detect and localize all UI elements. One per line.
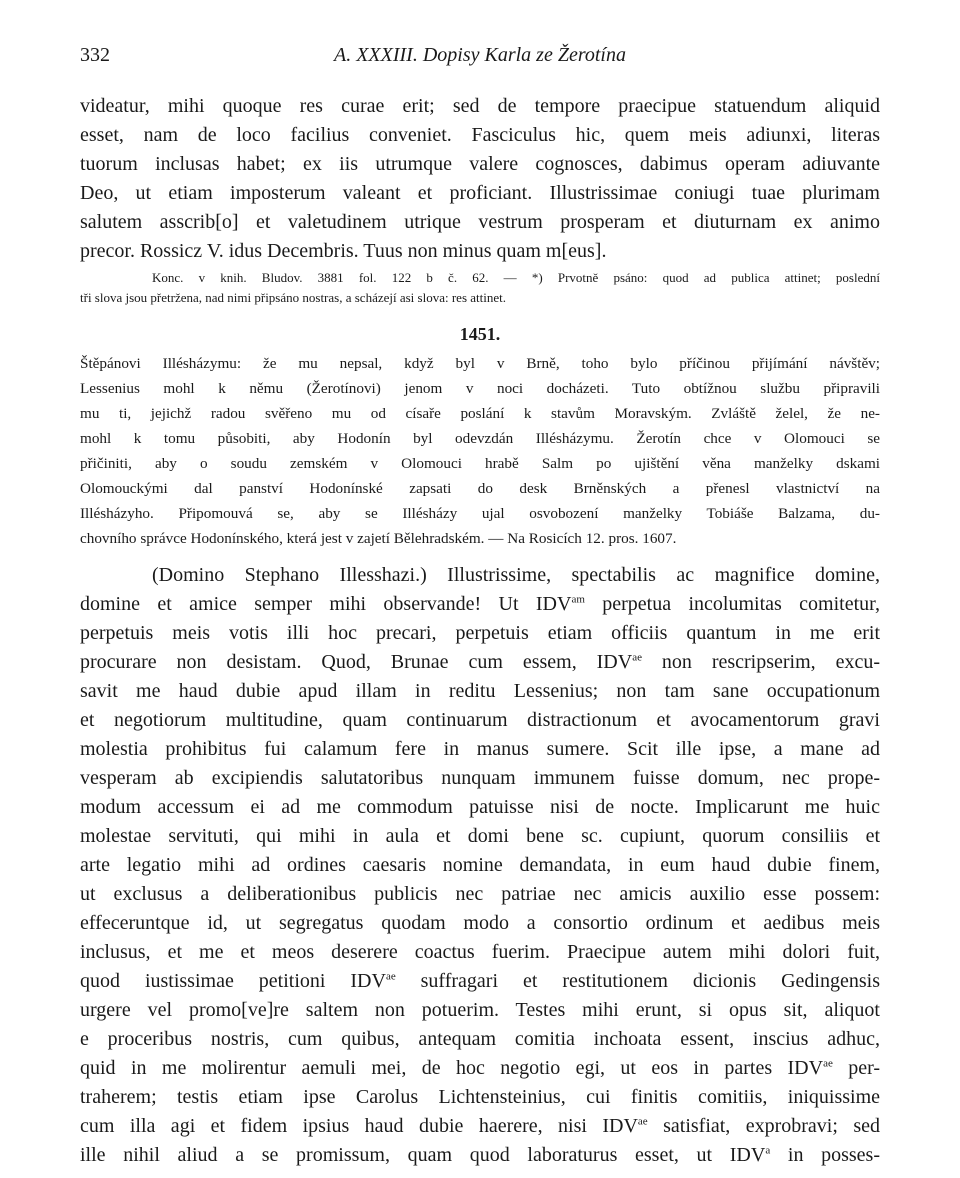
running-head <box>80 44 880 74</box>
regest-line: mu ti, jejichž radou svěřeno mu od císaře poslání k stavům Moravským. Zvláště želel, že ne- <box>80 405 880 422</box>
regest-line: chovního správce Hodonínského, která jest v zajetí Bělehradském. — Na Rosicích 12. pros. 1607. <box>80 530 677 547</box>
regest-line: Olomouckými dal panství Hodonínské zapsati do desk Brněnských a přenesl vlastnictví na <box>80 480 880 497</box>
abbreviation-superscript: ae <box>637 1115 648 1128</box>
letter-line: molestae servituti, qui mihi in aula et domi bene sc. cupiunt, quorum consiliis et <box>80 825 880 847</box>
regest-line: Štěpánovi Illésházymu: že mu nepsal, když byl v Brně, toho bylo příčinou přijímání návštěv; <box>80 355 880 372</box>
source-footnote <box>80 268 880 308</box>
abbreviation-superscript: ae <box>823 1057 833 1070</box>
running-title: A. XXXIII. Dopisy Karla ze Žerotína <box>333 44 626 66</box>
letter-line: (Domino Stephano Illesshazi.) Illustrissime, spectabilis ac magnifice domine, <box>152 564 880 586</box>
text-line: Deo, ut etiam imposterum valeant et proficiant. Illustrissimae coniugi tuae plurimam <box>80 182 880 204</box>
regest-line: mohl k tomu působiti, aby Hodonín byl odevzdán Illésházymu. Žerotín chce v Olomouci se <box>80 430 880 447</box>
text-line: precor. Rossicz V. idus Decembris. Tuus non minus quam m[eus]. <box>80 240 607 262</box>
abbreviation-superscript: am <box>571 593 585 606</box>
letter-line: quod iustissimae petitioni $IDV^{ae}$ suffragari et restitutionem dicionis Gedingensis <box>80 970 880 992</box>
letter-line: ut exclusus a deliberationibus publicis nec patriae nec amicis auxilio esse possem: <box>80 883 880 905</box>
letter-line: procurare non desistam. Quod, Brunae cum essem, $IDV^{ae}$ non rescripserim, excu- <box>80 651 881 673</box>
text-line: videatur, mihi quoque res curae erit; sed de tempore praecipue statuendum aliquid <box>80 95 880 117</box>
letter-line: inclusus, et me et meos deserere coactus fuerim. Praecipue autem mihi dolori fuit, <box>80 941 880 963</box>
letter-line: molestia prohibitus fui calamum fere in manus sumere. Scit ille ipse, a mane ad <box>80 738 880 760</box>
czech-regest <box>80 351 880 551</box>
letter-line: arte legatio mihi ad ordines caesaris nomine demandata, in eum haud dubie finem, <box>80 854 880 876</box>
abbreviation-superscript: ae <box>385 970 396 983</box>
previous-letter-ending <box>80 92 880 266</box>
letter-line: cum illa agi et fidem ipsius haud dubie haerere, nisi $IDV^{ae}$ satisfiat, exprobravi; sed <box>80 1115 880 1137</box>
letter-line: traherem; testis etiam ipse Carolus Lichtensteinius, cui finitis comitiis, iniquissime <box>80 1086 880 1108</box>
letter-line: ille nihil aliud a se promissum, quam quod laboraturus esset, ut IDV$^a$ in posses- <box>80 1144 880 1166</box>
letter-line: e proceribus nostris, cum quibus, antequam comitia inchoata essent, inscius adhuc, <box>80 1028 880 1050</box>
text-line: tuorum inclusas habet; ex iis utrumque valere cognosces, dabimus operam adiuvante <box>80 153 880 175</box>
abbreviation-superscript: ae <box>632 651 642 664</box>
page <box>80 44 880 1170</box>
letter-line: et negotiorum multitudine, quam continuarum distractionum et avocamentorum gravi <box>80 709 880 731</box>
text-line: esset, nam de loco facilius conveniet. Fasciculus hic, quem meis adiunxi, literas <box>80 124 880 146</box>
footnote-line: Konc. v knih. Bludov. 3881 fol. 122 b č. 62. — *) Prvotně psáno: quod ad publica attinet; poslední <box>152 270 880 285</box>
footnote-line: tři slova jsou přetržena, nad nimi připsáno nostras, a scházejí asi slova: res attinet. <box>80 290 506 305</box>
letter-line: perpetuis meis votis illi hoc precari, perpetuis etiam officiis quantum in me erit <box>80 622 880 644</box>
letter-line: domine et amice semper mihi observande! Ut $IDV^{am}$ perpetua incolumitas comitetur, <box>80 593 880 615</box>
letter-line: modum accessum ei ad me commodum patuisse nisi de nocte. Implicarunt me huic <box>80 796 880 818</box>
latin-letter-text <box>80 561 880 1170</box>
letter-line: vesperam ab excipiendis salutatoribus nunquam immunem fuisse domum, nec prope- <box>80 767 880 789</box>
abbreviation-superscript: a <box>765 1144 771 1157</box>
regest-line: Lessenius mohl k němu (Žerotínovi) jenom v noci docházeti. Tuto obtížnou službu připravili <box>80 380 880 397</box>
regest-line: Illésházyho. Připomouvá se, aby se Illésházy ujal osvobození manželky Tobiáše Balzama, du- <box>80 505 880 522</box>
regest-line: přičiniti, aby o soudu zemském v Olomouci hrabě Salm po ujištění věna manželky dskami <box>80 455 880 472</box>
letter-line: savit me haud dubie apud illam in reditu Lessenius; non tam sane occupationum <box>80 680 880 702</box>
letter-line: quid in me molirentur aemuli mei, de hoc negotio egi, ut eos in partes $IDV^{ae}$ per- <box>80 1057 881 1079</box>
text-line: salutem asscrib[o] et valetudinem utrique vestrum prosperam et diuturnam ex animo <box>80 211 880 233</box>
page-number: 332 <box>80 44 110 66</box>
letter-line: urgere vel promo[ve]re saltem non potuerim. Testes mihi erunt, si opus sit, aliquot <box>80 999 880 1021</box>
document-number: 1451. <box>459 324 501 344</box>
letter-line: effeceruntque id, ut segregatus quodam modo a consortio ordinum et aedibus meis <box>80 912 880 934</box>
